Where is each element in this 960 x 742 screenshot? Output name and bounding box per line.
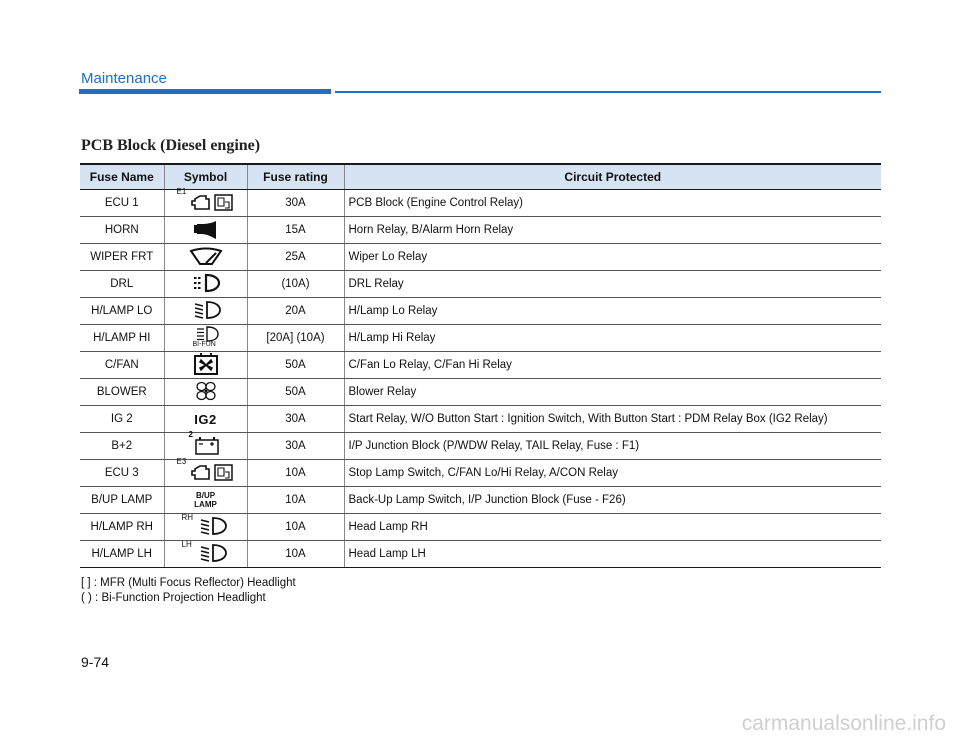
wiper-icon bbox=[176, 245, 236, 267]
fuse-rating-cell: 10A bbox=[247, 460, 344, 487]
fuse-name-cell: ECU 3 bbox=[80, 460, 164, 487]
fuse-name-cell: DRL bbox=[80, 271, 164, 298]
circuit-cell: Start Relay, W/O Button Start : Ignition Switch, With Button Start : PDM Relay Box (IG2 Relay) bbox=[344, 406, 881, 433]
page-number: 9-74 bbox=[81, 654, 110, 670]
circuit-cell: Wiper Lo Relay bbox=[344, 244, 881, 271]
symbol-label: BI-FUN bbox=[192, 340, 216, 348]
headlamp-icon bbox=[176, 539, 236, 564]
note-mfr: [ ] : MFR (Multi Focus Reflector) Headlight bbox=[81, 577, 296, 589]
column-header-fuse-rating: Fuse rating bbox=[247, 164, 344, 190]
symbol-cell bbox=[164, 456, 247, 487]
column-header-fuse-name: Fuse Name bbox=[80, 164, 164, 190]
table-row bbox=[80, 487, 881, 514]
table-row bbox=[80, 460, 881, 487]
symbol-cell bbox=[164, 406, 247, 433]
fuse-rating-cell: 15A bbox=[247, 217, 344, 244]
table-row bbox=[80, 406, 881, 433]
fuse-rating-cell: [20A] (10A) bbox=[247, 325, 344, 352]
ecu-engine-icon bbox=[176, 456, 236, 483]
circuit-cell: Horn Relay, B/Alarm Horn Relay bbox=[344, 217, 881, 244]
circuit-cell: DRL Relay bbox=[344, 271, 881, 298]
symbol-cell bbox=[164, 186, 247, 217]
symbol-cell bbox=[164, 298, 247, 325]
symbol-cell bbox=[164, 244, 247, 271]
horn-icon bbox=[176, 218, 236, 240]
symbol-cell bbox=[164, 325, 247, 352]
fuse-name-cell: H/LAMP LO bbox=[80, 298, 164, 325]
symbol-label: RH bbox=[181, 512, 194, 522]
ecu-engine-icon bbox=[176, 186, 236, 213]
header-bar-thin bbox=[335, 91, 881, 93]
circuit-cell: I/P Junction Block (P/WDW Relay, TAIL Relay, Fuse : F1) bbox=[344, 433, 881, 460]
symbol-label: E1 bbox=[176, 186, 187, 196]
headlamp-icon bbox=[176, 512, 236, 537]
fuse-rating-cell: 20A bbox=[247, 298, 344, 325]
circuit-cell: Head Lamp RH bbox=[344, 514, 881, 541]
symbol-cell bbox=[164, 271, 247, 298]
watermark: carmanualsonline.info bbox=[741, 712, 946, 735]
fuse-name-cell: B/UP LAMP bbox=[80, 487, 164, 514]
drl-lamp-icon bbox=[176, 272, 236, 294]
fuse-name-cell: WIPER FRT bbox=[80, 244, 164, 271]
fuse-rating-cell: 10A bbox=[247, 487, 344, 514]
symbol-cell bbox=[164, 541, 247, 568]
symbol-cell bbox=[164, 429, 247, 460]
table-row bbox=[80, 271, 881, 298]
ig2-text-icon: IG2 bbox=[194, 411, 217, 427]
symbol-cell bbox=[164, 352, 247, 379]
circuit-cell: Stop Lamp Switch, C/FAN Lo/Hi Relay, A/CON Relay bbox=[344, 460, 881, 487]
column-header-circuit-protected: Circuit Protected bbox=[344, 164, 881, 190]
circuit-cell: PCB Block (Engine Control Relay) bbox=[344, 190, 881, 217]
page-heading: PCB Block (Diesel engine) bbox=[81, 137, 261, 154]
fuse-rating-cell: 50A bbox=[247, 352, 344, 379]
fuse-name-cell: B+2 bbox=[80, 433, 164, 460]
table-row bbox=[80, 325, 881, 352]
symbol-cell bbox=[164, 487, 247, 514]
fuse-rating-cell: 30A bbox=[247, 190, 344, 217]
fuse-name-cell: C/FAN bbox=[80, 352, 164, 379]
symbol-cell bbox=[164, 379, 247, 406]
fuse-name-cell: H/LAMP RH bbox=[80, 514, 164, 541]
fuse-rating-cell: 10A bbox=[247, 541, 344, 568]
battery-icon bbox=[176, 429, 236, 456]
circuit-cell: H/Lamp Lo Relay bbox=[344, 298, 881, 325]
table-row bbox=[80, 433, 881, 460]
symbol-cell bbox=[164, 217, 247, 244]
table-row bbox=[80, 541, 881, 568]
fuse-name-cell: HORN bbox=[80, 217, 164, 244]
fuse-rating-cell: 25A bbox=[247, 244, 344, 271]
table-row bbox=[80, 379, 881, 406]
symbol-label: LH bbox=[181, 539, 192, 549]
fuse-rating-cell: 30A bbox=[247, 406, 344, 433]
circuit-cell: H/Lamp Hi Relay bbox=[344, 325, 881, 352]
circuit-cell: Head Lamp LH bbox=[344, 541, 881, 568]
table-notes bbox=[81, 576, 296, 606]
symbol-cell bbox=[164, 514, 247, 541]
fuse-name-cell: H/LAMP HI bbox=[80, 325, 164, 352]
circuit-cell: Blower Relay bbox=[344, 379, 881, 406]
blower-fan-icon bbox=[176, 380, 236, 402]
circuit-cell: C/Fan Lo Relay, C/Fan Hi Relay bbox=[344, 352, 881, 379]
table-row bbox=[80, 298, 881, 325]
fuse-rating-cell: 50A bbox=[247, 379, 344, 406]
fuse-rating-cell: 10A bbox=[247, 514, 344, 541]
table-row bbox=[80, 352, 881, 379]
table-row bbox=[80, 244, 881, 271]
fuse-name-cell: IG 2 bbox=[80, 406, 164, 433]
table-row bbox=[80, 190, 881, 217]
table-row bbox=[80, 514, 881, 541]
header-bar-thick bbox=[79, 89, 331, 94]
backup-lamp-text-icon: B/UP LAMP bbox=[194, 490, 217, 509]
circuit-cell: Back-Up Lamp Switch, I/P Junction Block (Fuse - F26) bbox=[344, 487, 881, 514]
symbol-label: 2 bbox=[188, 429, 193, 439]
section-title: Maintenance bbox=[81, 70, 167, 87]
fuse-rating-cell: 30A bbox=[247, 433, 344, 460]
low-beam-icon bbox=[176, 299, 236, 321]
column-header-symbol: Symbol bbox=[164, 164, 247, 190]
fuse-name-cell: ECU 1 bbox=[80, 190, 164, 217]
fuse-name-cell: H/LAMP LH bbox=[80, 541, 164, 568]
fuse-table bbox=[80, 163, 881, 568]
cooling-fan-icon bbox=[176, 353, 236, 375]
note-bi-function: ( ) : Bi-Function Projection Headlight bbox=[81, 592, 266, 604]
fuse-name-cell: BLOWER bbox=[80, 379, 164, 406]
symbol-label: E3 bbox=[176, 456, 187, 466]
table-header-row bbox=[80, 164, 881, 190]
fuse-rating-cell: (10A) bbox=[247, 271, 344, 298]
table-row bbox=[80, 217, 881, 244]
high-beam-icon bbox=[176, 326, 236, 348]
